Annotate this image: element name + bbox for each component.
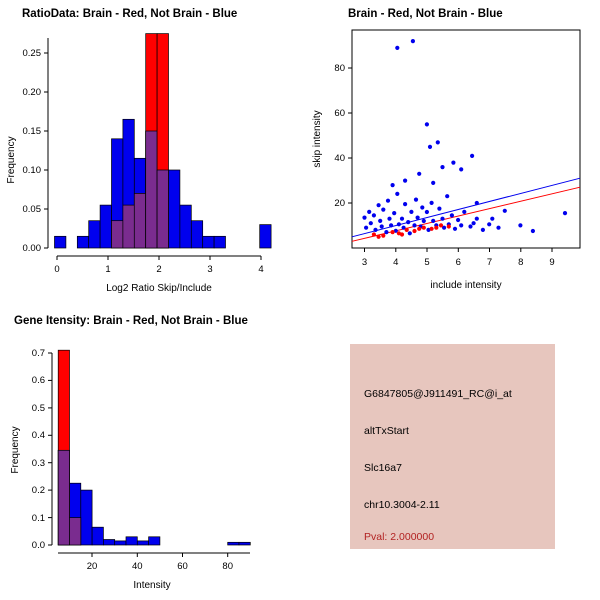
svg-text:0.3: 0.3 bbox=[31, 458, 45, 469]
svg-text:0.0: 0.0 bbox=[31, 540, 45, 551]
intensity-bars-notbrain bbox=[58, 450, 250, 545]
svg-text:80: 80 bbox=[334, 63, 345, 74]
svg-text:3: 3 bbox=[207, 264, 213, 275]
locus-text: chr10.3004-2.11 bbox=[364, 499, 440, 511]
svg-text:0.4: 0.4 bbox=[31, 430, 45, 441]
svg-text:0.00: 0.00 bbox=[22, 243, 41, 254]
intensity-y-tick-labels bbox=[32, 348, 45, 551]
svg-text:0.6: 0.6 bbox=[31, 375, 45, 386]
svg-text:8: 8 bbox=[518, 257, 524, 268]
intensity-x-tick-labels bbox=[87, 561, 233, 572]
svg-text:40: 40 bbox=[334, 153, 345, 164]
scatter-y-tick-labels bbox=[334, 63, 345, 209]
svg-text:0.10: 0.10 bbox=[22, 165, 41, 176]
scatter-y-axis-label: skip intensity bbox=[312, 110, 323, 168]
svg-text:0.5: 0.5 bbox=[31, 403, 45, 414]
svg-text:0.1: 0.1 bbox=[31, 513, 45, 524]
ratio-x-axis bbox=[57, 256, 261, 260]
ratio-y-axis bbox=[44, 38, 48, 248]
scatter-x-tick-labels bbox=[362, 257, 555, 268]
ratio-histogram-svg bbox=[0, 0, 300, 300]
pvalue-text: Pval: 2.000000 bbox=[364, 531, 435, 543]
ratio-y-axis-label: Frequency bbox=[6, 136, 17, 184]
svg-text:6: 6 bbox=[455, 257, 461, 268]
ratio-x-axis-label: Log2 Ratio Skip/Include bbox=[106, 283, 212, 294]
probe-id-text: G6847805@J911491_RC@i_at bbox=[364, 388, 512, 400]
svg-text:7: 7 bbox=[486, 257, 493, 268]
svg-text:0.20: 0.20 bbox=[22, 87, 41, 98]
intensity-x-axis-label: Intensity bbox=[133, 580, 171, 591]
gene-info-panel bbox=[350, 344, 555, 549]
ratio-x-tick-labels bbox=[54, 264, 263, 275]
scatter-svg bbox=[300, 0, 600, 300]
panel-intensity-histogram bbox=[0, 300, 300, 600]
scatter-x-axis bbox=[365, 248, 553, 252]
svg-text:4: 4 bbox=[258, 264, 264, 275]
svg-text:1: 1 bbox=[105, 264, 111, 275]
panel-ratio-histogram bbox=[0, 0, 300, 300]
svg-text:0.7: 0.7 bbox=[31, 348, 45, 359]
svg-text:0.05: 0.05 bbox=[22, 204, 41, 215]
intensity-histogram-svg bbox=[0, 300, 300, 600]
svg-text:9: 9 bbox=[549, 257, 555, 268]
svg-text:0: 0 bbox=[54, 264, 60, 275]
panel-ratio-histogram-title: RatioData: Brain - Red, Not Brain - Blue bbox=[22, 8, 238, 20]
scatter-points-notbrain bbox=[362, 39, 567, 235]
svg-text:20: 20 bbox=[86, 561, 98, 572]
intensity-x-axis bbox=[58, 553, 250, 557]
svg-text:40: 40 bbox=[132, 561, 143, 572]
intensity-y-axis-label: Frequency bbox=[10, 426, 21, 474]
ratio-y-tick-labels bbox=[23, 48, 42, 254]
svg-text:0.2: 0.2 bbox=[31, 485, 45, 496]
event-type-text: altTxStart bbox=[364, 425, 409, 437]
scatter-x-axis-label: include intensity bbox=[430, 280, 502, 291]
svg-text:60: 60 bbox=[177, 561, 188, 572]
intensity-y-axis bbox=[48, 353, 52, 545]
panel-scatter bbox=[300, 0, 600, 300]
svg-text:4: 4 bbox=[393, 257, 399, 268]
scatter-points-brain bbox=[372, 223, 451, 239]
svg-text:2: 2 bbox=[156, 264, 162, 275]
svg-text:80: 80 bbox=[222, 561, 233, 572]
panel-intensity-histogram-title: Gene Itensity: Brain - Red, Not Brain - Blue bbox=[14, 315, 248, 327]
svg-text:60: 60 bbox=[334, 108, 345, 119]
svg-text:20: 20 bbox=[334, 198, 345, 209]
scatter-frame bbox=[352, 30, 580, 248]
panel-scatter-title: Brain - Red, Not Brain - Blue bbox=[348, 8, 503, 20]
svg-text:5: 5 bbox=[424, 257, 430, 268]
scatter-y-axis bbox=[348, 68, 352, 203]
svg-text:0.15: 0.15 bbox=[22, 126, 41, 137]
svg-text:0.25: 0.25 bbox=[22, 48, 41, 59]
svg-text:3: 3 bbox=[361, 257, 368, 268]
gene-symbol-text: Slc16a7 bbox=[364, 462, 402, 474]
